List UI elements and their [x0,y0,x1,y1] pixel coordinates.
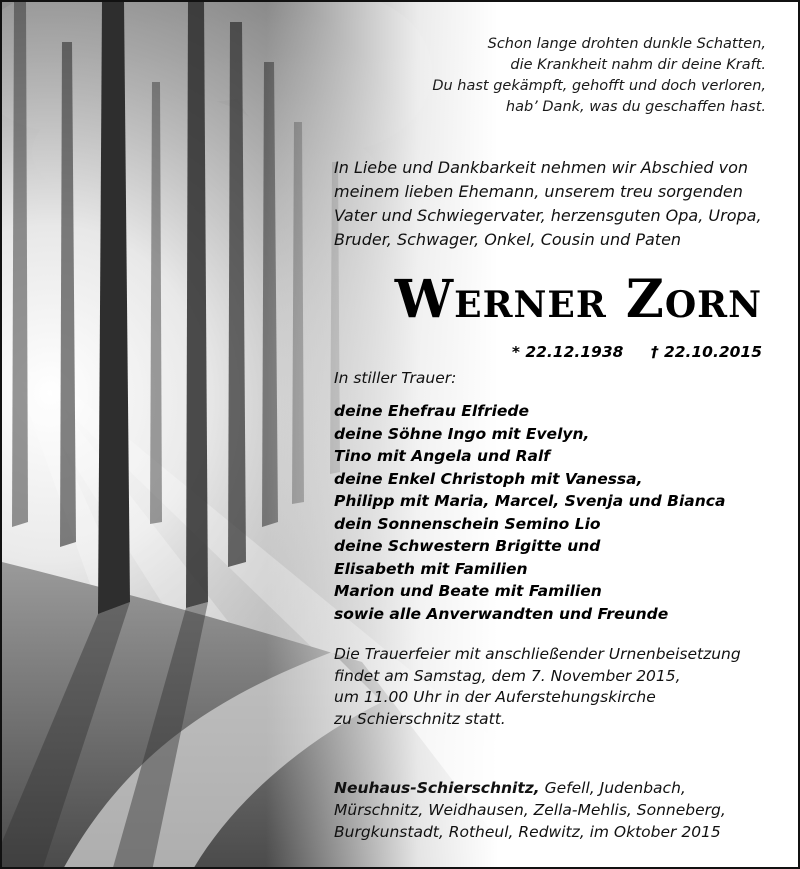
places-and-date [334,777,774,843]
family-line: sowie alle Anverwandten und Freunde [334,604,669,623]
family-line: Tino mit Angela und Ralf [334,447,551,465]
ceremony-line: Die Trauerfeier mit anschließender Urnenbeisetzung [334,645,741,663]
intro-line: Bruder, Schwager, Onkel, Cousin und Paten [334,230,682,249]
places-line: Mürschnitz, Weidhausen, Zella-Mehlis, Sonneberg, [334,801,726,819]
ceremony-line: findet am Samstag, dem 7. November 2015, [334,666,681,685]
places-line: Burgkunstadt, Rotheul, Redwitz, im Oktober 2015 [334,823,721,841]
mourning-label: In stiller Trauer: [334,369,457,387]
family-list [334,400,774,625]
death-date: † 22.10.2015 [650,343,762,361]
farewell-intro [334,156,766,252]
intro-line: meinem lieben Ehemann, unserem treu sorgenden [334,182,743,201]
family-line: deine Söhne Ingo mit Evelyn, [334,424,590,443]
birth-date: * 22.12.1938 [511,343,624,361]
poem-line: Du hast gekämpft, gehofft und doch verloren, [432,78,766,94]
ceremony-line: um 11.00 Uhr in der Auferstehungskirche [334,688,656,706]
places-rest: Gefell, Judenbach, [539,779,686,797]
family-line: Elisabeth mit Familien [334,559,528,578]
family-line: Philipp mit Maria, Marcel, Svenja und Bianca [334,492,726,510]
intro-line: Vater und Schwiegervater, herzensguten Opa, Uropa, [334,206,762,225]
family-line: dein Sonnenschein Semino Lio [334,514,601,533]
text-layer [2,2,800,869]
main-place: Neuhaus-Schierschnitz, [334,779,540,797]
memorial-poem [346,34,766,118]
family-line: Marion und Beate mit Familien [334,582,602,600]
life-dates [512,343,762,361]
places-line [334,777,774,799]
intro-line: In Liebe und Dankbarkeit nehmen wir Abschied von [334,158,749,177]
ceremony-line: zu Schierschnitz statt. [334,709,506,728]
poem-line: die Krankheit nahm dir deine Kraft. [510,57,766,73]
family-line: deine Schwestern Brigitte und [334,537,601,555]
poem-line: Schon lange drohten dunkle Schatten, [487,36,766,52]
poem-line: hab’ Dank, was du geschaffen hast. [505,99,766,115]
family-line: deine Enkel Christoph mit Vanessa, [334,469,643,488]
family-line: deine Ehefrau Elfriede [334,402,529,420]
funeral-ceremony-info [334,644,774,730]
deceased-name: Werner Zorn [394,269,762,330]
